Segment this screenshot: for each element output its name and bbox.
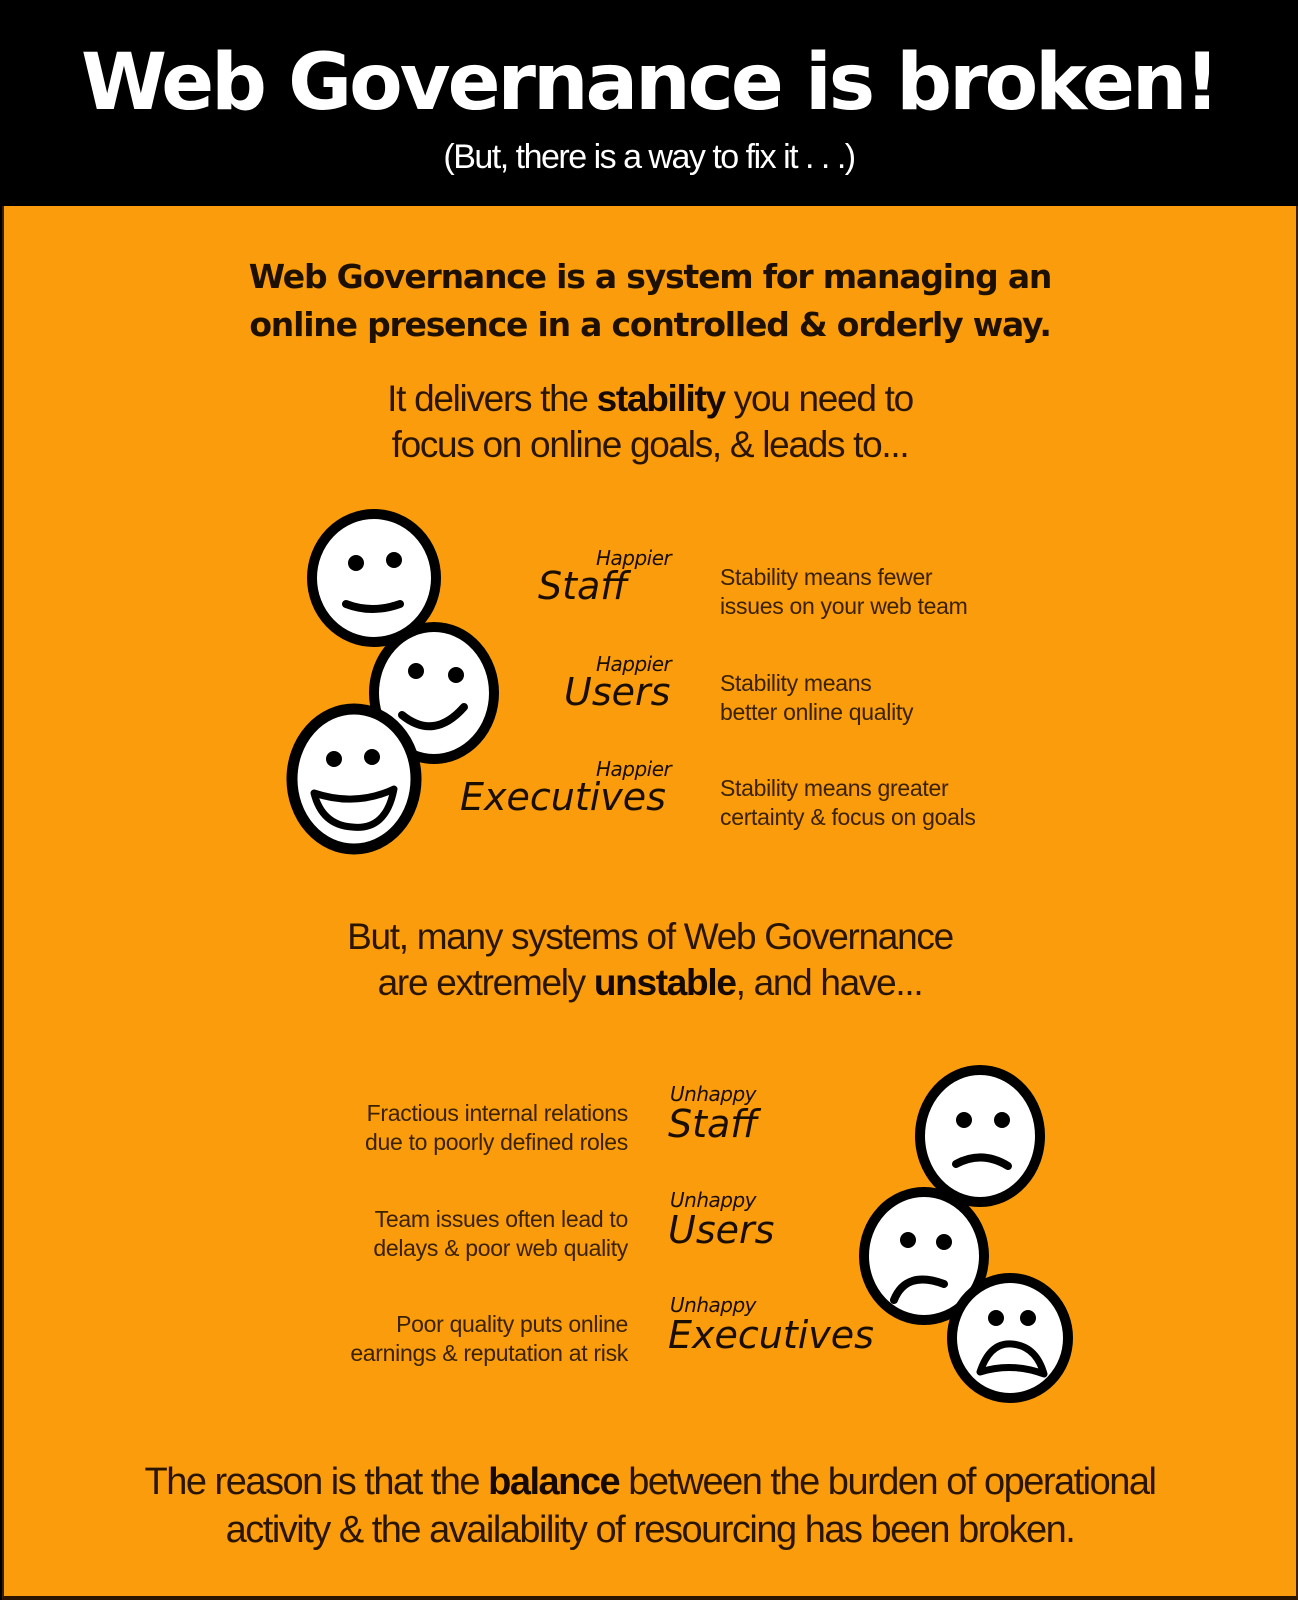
- unhappy-staff-description: Fractious internal relations due to poorly defined roles: [365, 1100, 628, 1155]
- unhappy-users-description: Team issues often lead to delays & poor web quality: [373, 1206, 628, 1261]
- instability-lead: But, many systems of Web Governance are extremely unstable, and have...: [347, 916, 953, 1003]
- unhappy-executives-description: Poor quality puts online earnings & reputation at risk: [350, 1311, 628, 1366]
- closing-statement: The reason is that the balance between the burden of operational activity & the availability of resourcing has been broken.: [144, 1461, 1156, 1551]
- definition-statement: Web Governance is a system for managing an online presence in a controlled & orderly way.: [248, 257, 1052, 344]
- happy-users-description: Stability means better online quality: [720, 670, 914, 725]
- stability-lead: It delivers the stability you need to focus on online goals, & leads to...: [387, 378, 913, 465]
- infographic-body: Web Governance is a system for managing an online presence in a controlled & orderly way. It delivers the stability you need to focus on online goals, & leads to... Happier Staff Stability means fewer issues on your web team Happier Users Stability means better online quality Happier Executives Stability means greater certainty & focus on goals But, many systems of Web Governance are extremely unstable, and have... Fractious internal relations due to poorly defined roles Unhappy Staff Team issues often lead to delays & poor web quality Unhappy Users Poor quality puts online earnings & reputation at risk Unhappy Executives The reason is that the balance between the burden of operational activity & the availability of resourcing has been broken.: [2, 206, 1298, 1600]
- happy-staff-description: Stability means fewer issues on your web team: [720, 564, 968, 619]
- grin-face-icon: [282, 701, 428, 857]
- distressed-face-icon: [940, 1268, 1080, 1408]
- page-title: Web Governance is broken!: [81, 38, 1217, 128]
- happy-executives-description: Stability means greater certainty & focus on goals: [720, 775, 976, 830]
- header-band: [0, 0, 1298, 206]
- page-subtitle: (But, there is a way to fix it . . .): [443, 138, 855, 176]
